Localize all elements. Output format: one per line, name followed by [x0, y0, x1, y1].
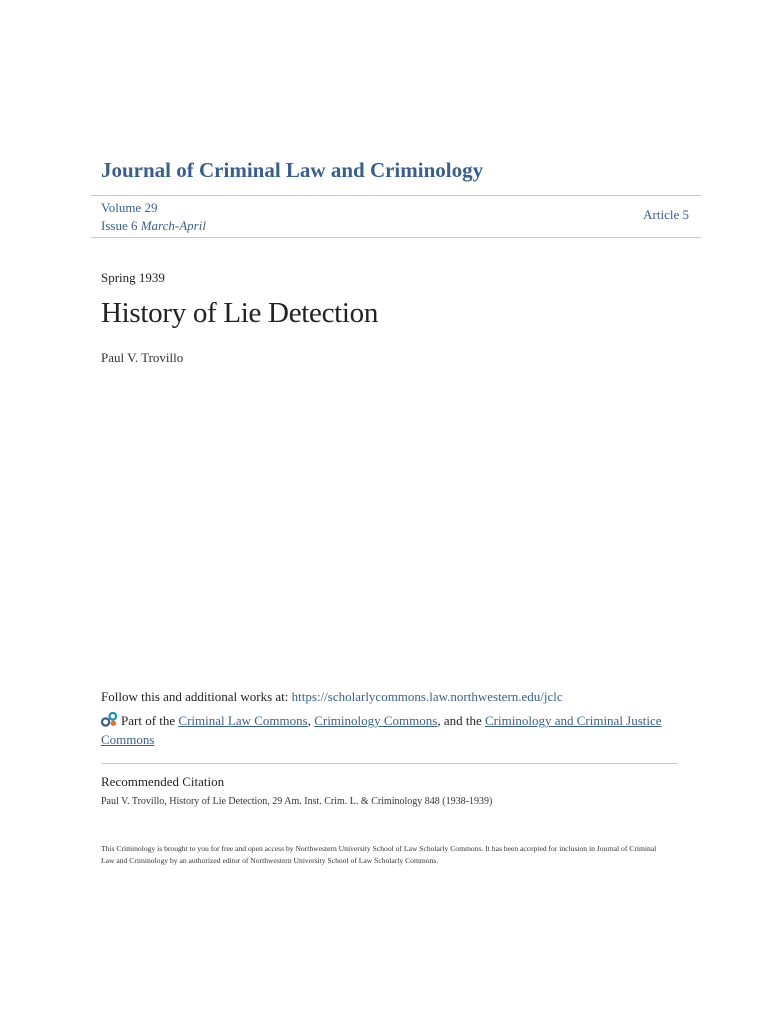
issue-season: March-April [140, 218, 206, 233]
publication-date: Spring 1939 [101, 270, 165, 285]
citation-divider [101, 763, 678, 764]
criminal-law-commons-link[interactable]: Criminal Law Commons [178, 713, 308, 728]
citation-text: Paul V. Trovillo, History of Lie Detection, 29 Am. Inst. Crim. L. & Criminology 848 (1938-1939) [101, 796, 493, 807]
issue-info [101, 199, 206, 235]
follow-line [101, 689, 563, 705]
commons-prefix: Part of the [121, 713, 179, 728]
header-divider-bottom [91, 237, 701, 238]
article-number-link[interactable]: Article 5 [643, 207, 689, 222]
commons-line [101, 711, 671, 749]
access-notice: This Criminology is brought to you for free and open access by Northwestern University School of Law Scholarly Commons. It has been accepted for inclusion in Journal of Criminal Law and Criminology by an authorized editor of Northwestern University School of Law Scholarly Commons. [101, 844, 657, 865]
criminology-criminal-justice-commons-link[interactable]: Criminology and Criminal Justice Commons [101, 713, 662, 747]
follow-prefix: Follow this and additional works at: [101, 689, 292, 704]
commons-network-icon [101, 712, 118, 727]
repository-url-link[interactable]: https://scholarlycommons.law.northwestern.edu/jclc [291, 689, 563, 704]
commons-sep-1: , [307, 713, 315, 728]
issue-line[interactable] [101, 217, 206, 235]
citation-heading: Recommended Citation [101, 774, 225, 789]
header-divider-top [91, 195, 701, 196]
volume-link[interactable]: Volume 29 [101, 200, 158, 215]
issue-number: Issue 6 [101, 218, 138, 233]
author-name: Paul V. Trovillo [101, 350, 184, 365]
commons-sep-2: , and the [437, 713, 485, 728]
article-title: History of Lie Detection [101, 297, 379, 329]
journal-title[interactable]: Journal of Criminal Law and Criminology [101, 158, 484, 182]
criminology-commons-link[interactable]: Criminology Commons [314, 713, 438, 728]
